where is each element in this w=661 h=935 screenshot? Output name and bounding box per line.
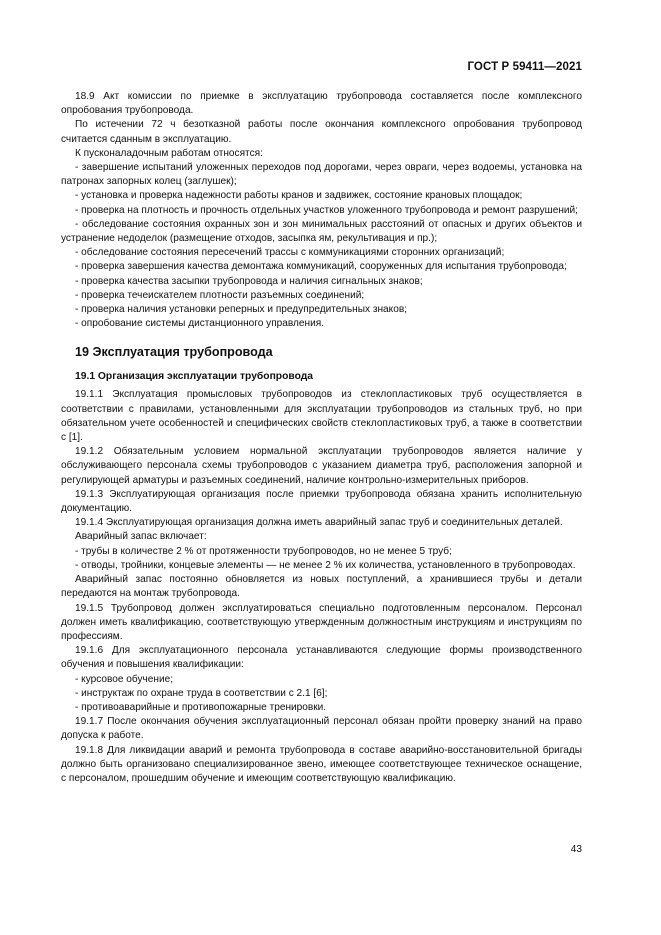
paragraph-19-1-6: 19.1.6 Для эксплуатационного персонала устанавливаются следующие формы производственного обучения и повышения квалификации: (61, 645, 582, 671)
document-body (61, 90, 582, 786)
page-number: 43 (570, 844, 582, 855)
list-item: - опробование системы дистанционного управления. (75, 318, 325, 330)
list-item: - курсовое обучение; (75, 673, 174, 685)
list-item: - установка и проверка надежности работы кранов и задвижек, состояние крановых площадок; (75, 190, 523, 202)
list-item: - трубы в количестве 2 % от протяженности трубопроводов, но не менее 5 труб; (75, 545, 452, 557)
section-title: 19 Эксплуатация трубопровода (75, 345, 273, 360)
list-item: - проверка течеискателем плотности разъемных соединений; (75, 289, 365, 301)
paragraph-19-1-7: 19.1.7 После окончания обучения эксплуатационный персонал обязан пройти проверку знаний на право допуска к работе. (61, 716, 582, 742)
document-id: ГОСТ Р 59411—2021 (467, 61, 582, 73)
paragraph-19-1-5: 19.1.5 Трубопровод должен эксплуатироваться специально подготовленным персоналом. Персонал должен иметь квалификацию, соответствующую утвержденным должностным инструкциям и инструкциям по профессиям. (61, 602, 582, 642)
list-item: - обследование состояния охранных зон и зон минимальных расстояний от опасных и других объектов и устранение недоделок (размещение отходов, засыпка ям, рекультивация и пр.); (61, 218, 582, 245)
paragraph-19-1-3: 19.1.3 Эксплуатирующая организация после приемки трубопровода обязана хранить исполнительную документацию. (61, 488, 582, 515)
paragraph-commissioning-intro: К пусконаладочным работам относятся: (75, 147, 263, 159)
paragraph-reserve-intro: Аварийный запас включает: (75, 531, 207, 543)
paragraph-19-1-8: 19.1.8 Для ликвидации аварий и ремонта трубопровода в составе аварийно-восстановительной бригады должно быть организовано специализированное звено, имеющее соответствующее техническое оснащение, с персоналом, прошедшим обучение и имеющим соответствующую квалификацию. (61, 744, 582, 784)
paragraph-reserve-note: Аварийный запас постоянно обновляется из новых поступлений, а хранившиеся трубы и детали передаются на монтаж трубопровода. (61, 574, 582, 600)
list-item: - завершение испытаний уложенных переходов под дорогами, через овраги, через водоемы, установка на патронах запорных колец (заглушек); (61, 162, 582, 188)
paragraph-18-9: 18.9 Акт комиссии по приемке в эксплуатацию трубопровода составляется после комплексного опробования трубопровода. (61, 91, 582, 117)
paragraph-19-1-4: 19.1.4 Эксплуатирующая организация должна иметь аварийный запас труб и соединительных деталей. (75, 517, 563, 529)
list-item: - отводы, тройники, концевые элементы — не менее 2 % их количества, установленного в трубопроводах. (75, 559, 576, 571)
list-item: - инструктаж по охране труда в соответствии с 2.1 [6]; (75, 687, 328, 699)
list-item: - проверка на плотность и прочность отдельных участков уложенного трубопровода и ремонт разрушений; (75, 204, 578, 216)
list-item: - проверка качества засыпки трубопровода и наличия сигнальных знаков; (75, 275, 423, 287)
list-item: - проверка завершения качества демонтажа коммуникаций, сооруженных для испытания трубопровода; (75, 261, 567, 273)
list-item: - противоаварийные и противопожарные тренировки. (75, 701, 327, 713)
list-item: - обследование состояния пересечений трассы с коммуникациями сторонних организаций; (75, 247, 505, 259)
list-item: - проверка наличия установки реперных и предупредительных знаков; (75, 304, 407, 316)
paragraph-72h: По истечении 72 ч безотказной работы после окончания комплексного опробования трубопровод считается сданным в эксплуатацию. (61, 119, 582, 145)
paragraph-19-1-2: 19.1.2 Обязательным условием нормальной эксплуатации трубопроводов является наличие у обслуживающего персонала схемы трубопроводов с указанием диаметра труб, расположения запорной и регулирующей арматуры и разъемных соединений, наличие контрольно-измерительных приборов. (61, 446, 582, 486)
subsection-title: 19.1 Организация эксплуатации трубопровода (75, 371, 313, 383)
paragraph-19-1-1: 19.1.1 Эксплуатация промысловых трубопроводов из стеклопластиковых труб осуществляется в соответствии с правилами, установленными для эксплуатации трубопроводов из стальных труб, но при обязательном учете особенностей и специфических свойств стеклопластиковых труб, а также в соответствии с [1]. (61, 389, 582, 444)
